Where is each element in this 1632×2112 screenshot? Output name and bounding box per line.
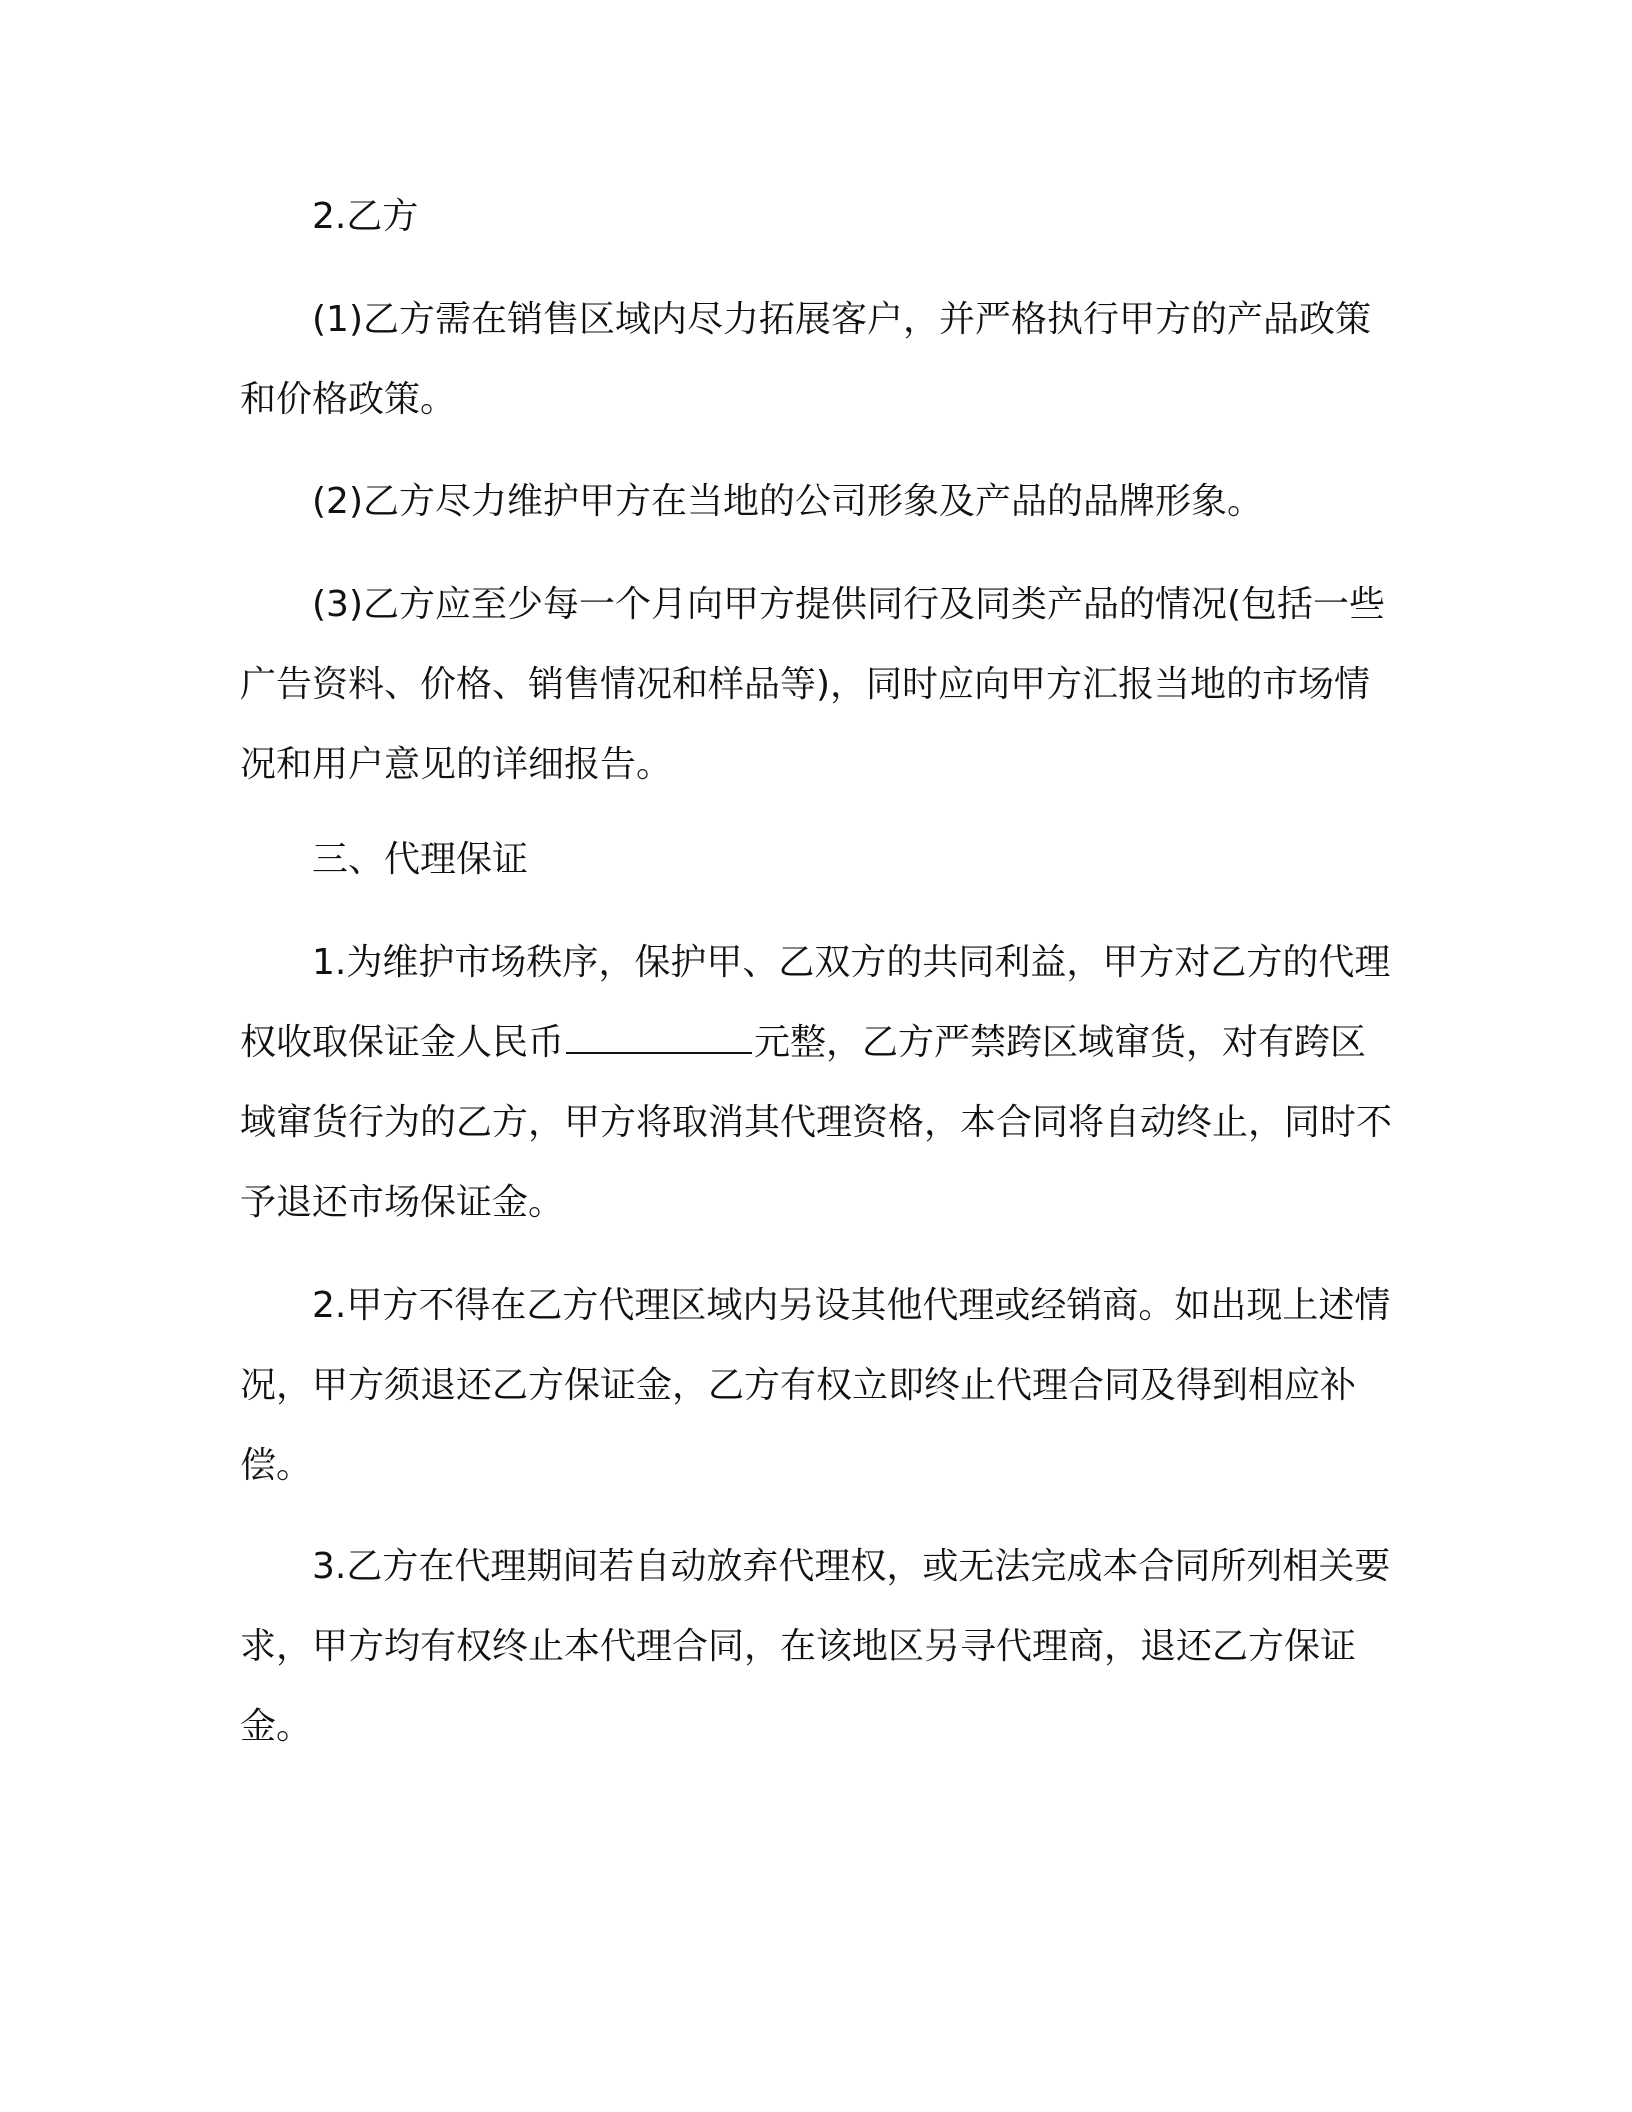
section-b-title: 2.乙方 (312, 196, 419, 237)
guarantee-1-text-after-blank: 元整，乙方严禁跨区域窜货，对有跨区域窜货行为的乙方，甲方将取消其代理资格，本合同将自动终止，同时不予退还市场保证金。 (240, 1022, 1393, 1223)
section-3-title: 三、代理保证 (312, 839, 529, 880)
guarantee-3-paragraph: 3.乙方在代理期间若自动放弃代理权，或无法完成本合同所列相关要求，甲方均有权终止本代理合同，在该地区另寻代理商，退还乙方保证金。 (240, 1546, 1391, 1747)
item-b2-paragraph: (2)乙方尽力维护甲方在当地的公司形象及产品的品牌形象。 (312, 481, 1263, 522)
guarantee-1-text-before-blank: 1.为维护市场秩序，保护甲、乙双方的共同利益，甲方对乙方的代理权收取保证金人民币 (240, 942, 1391, 1063)
deposit-amount-blank (566, 1024, 752, 1054)
guarantee-1-paragraph (240, 923, 1392, 1243)
guarantee-2-paragraph: 2.甲方不得在乙方代理区域内另设其他代理或经销商。如出现上述情况，甲方须退还乙方保证金，乙方有权立即终止代理合同及得到相应补偿。 (240, 1285, 1391, 1486)
item-b3-paragraph: (3)乙方应至少每一个月向甲方提供同行及同类产品的情况(包括一些广告资料、价格、销售情况和样品等)，同时应向甲方汇报当地的市场情况和用户意见的详细报告。 (240, 584, 1386, 785)
item-b1-paragraph: (1)乙方需在销售区域内尽力拓展客户，并严格执行甲方的产品政策和价格政策。 (240, 299, 1371, 420)
